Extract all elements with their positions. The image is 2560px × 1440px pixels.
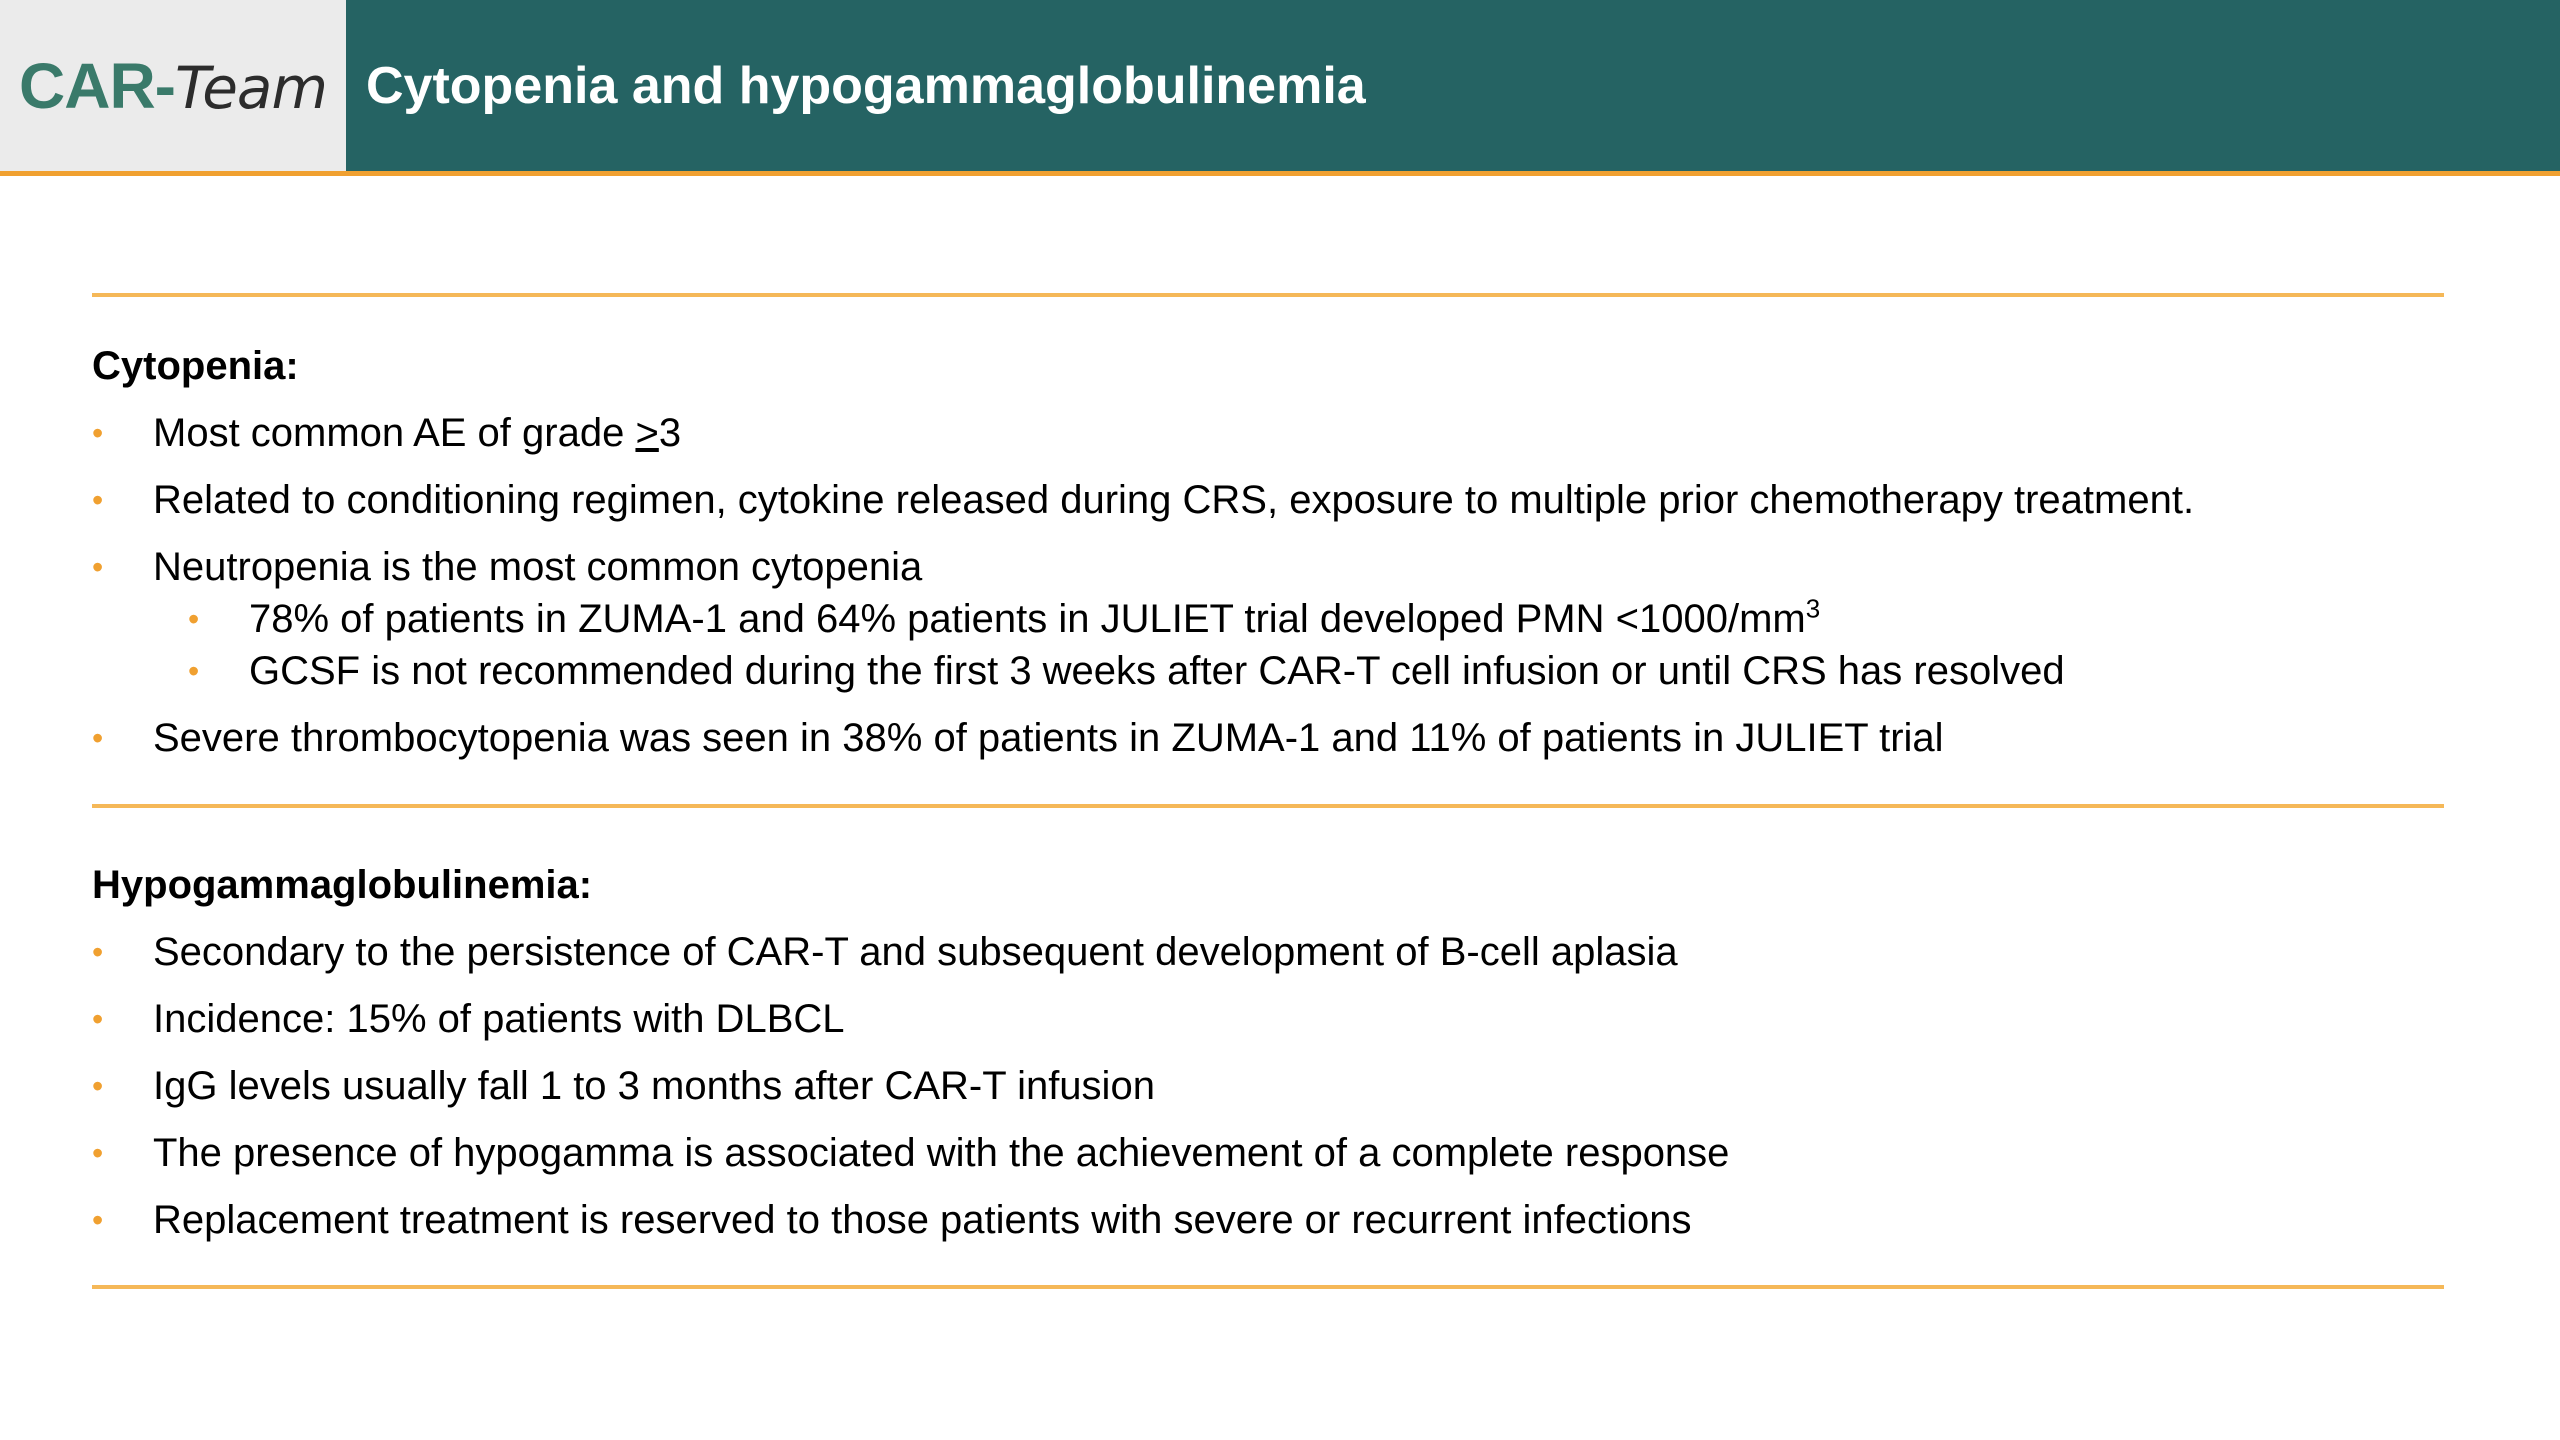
- cytopenia-list: [92, 409, 2444, 762]
- item-text: Most common AE of grade: [153, 411, 636, 455]
- item-text: IgG levels usually fall 1 to 3 months after CAR-T infusion: [153, 1064, 1155, 1108]
- list-item: [92, 995, 2444, 1043]
- title-bar: [346, 0, 2560, 171]
- sub-list-item: [153, 647, 2444, 695]
- logo-team-text: Team: [174, 53, 327, 122]
- hypogamma-section: [92, 861, 2444, 1244]
- item-text: GCSF is not recommended during the first 3 weeks after CAR-T cell infusion or until CRS has resolved: [249, 649, 2065, 693]
- list-item: [92, 1129, 2444, 1177]
- item-text: 78% of patients in ZUMA-1 and 64% patients in JULIET trial developed PMN <1000/mm: [249, 597, 1806, 641]
- sub-list-item: [153, 595, 2444, 643]
- list-item: [92, 409, 2444, 457]
- item-text: Severe thrombocytopenia was seen in 38% of patients in ZUMA-1 and 11% of patients in JULIET trial: [153, 716, 1944, 760]
- bullet-icon: •: [92, 1135, 104, 1171]
- list-item: [92, 714, 2444, 762]
- bullet-icon: •: [188, 653, 200, 689]
- logo-area: [0, 0, 346, 171]
- car-team-logo: [19, 49, 327, 123]
- bullet-icon: •: [92, 549, 104, 585]
- list-item: [92, 928, 2444, 976]
- list-item: [92, 1196, 2444, 1244]
- bullet-icon: •: [92, 1068, 104, 1104]
- item-text: Incidence: 15% of patients with DLBCL: [153, 997, 845, 1041]
- divider-bottom: [92, 1285, 2444, 1289]
- bullet-icon: •: [92, 1202, 104, 1238]
- bullet-icon: •: [92, 415, 104, 451]
- neutropenia-sublist: [153, 595, 2444, 695]
- divider-top: [92, 293, 2444, 297]
- bullet-icon: •: [92, 1001, 104, 1037]
- item-text: Replacement treatment is reserved to those patients with severe or recurrent infections: [153, 1198, 1692, 1242]
- list-item: [92, 543, 2444, 695]
- greater-equal-symbol: >: [635, 411, 659, 455]
- item-text: Secondary to the persistence of CAR-T and subsequent development of B-cell aplasia: [153, 930, 1678, 974]
- slide-title: Cytopenia and hypogammaglobulinemia: [366, 56, 1366, 115]
- slide-header: [0, 0, 2560, 176]
- hypogamma-list: [92, 928, 2444, 1244]
- item-text-suffix: 3: [658, 411, 682, 455]
- cytopenia-section: [92, 342, 2444, 762]
- list-item: [92, 1062, 2444, 1110]
- bullet-icon: •: [92, 482, 104, 518]
- list-item: [92, 476, 2444, 524]
- divider-middle: [92, 804, 2444, 808]
- bullet-icon: •: [188, 601, 200, 637]
- cytopenia-heading: Cytopenia:: [92, 344, 299, 388]
- item-text: The presence of hypogamma is associated with the achievement of a complete response: [153, 1131, 1730, 1175]
- item-text: Neutropenia is the most common cytopenia: [153, 545, 923, 589]
- bullet-icon: •: [92, 934, 104, 970]
- bullet-icon: •: [92, 720, 104, 756]
- hypogamma-heading: Hypogammaglobulinemia:: [92, 863, 593, 907]
- item-text: Related to conditioning regimen, cytokine released during CRS, exposure to multiple prior chemotherapy treatment.: [153, 478, 2195, 522]
- logo-car-text: CAR-: [19, 49, 175, 122]
- superscript: 3: [1805, 593, 1821, 624]
